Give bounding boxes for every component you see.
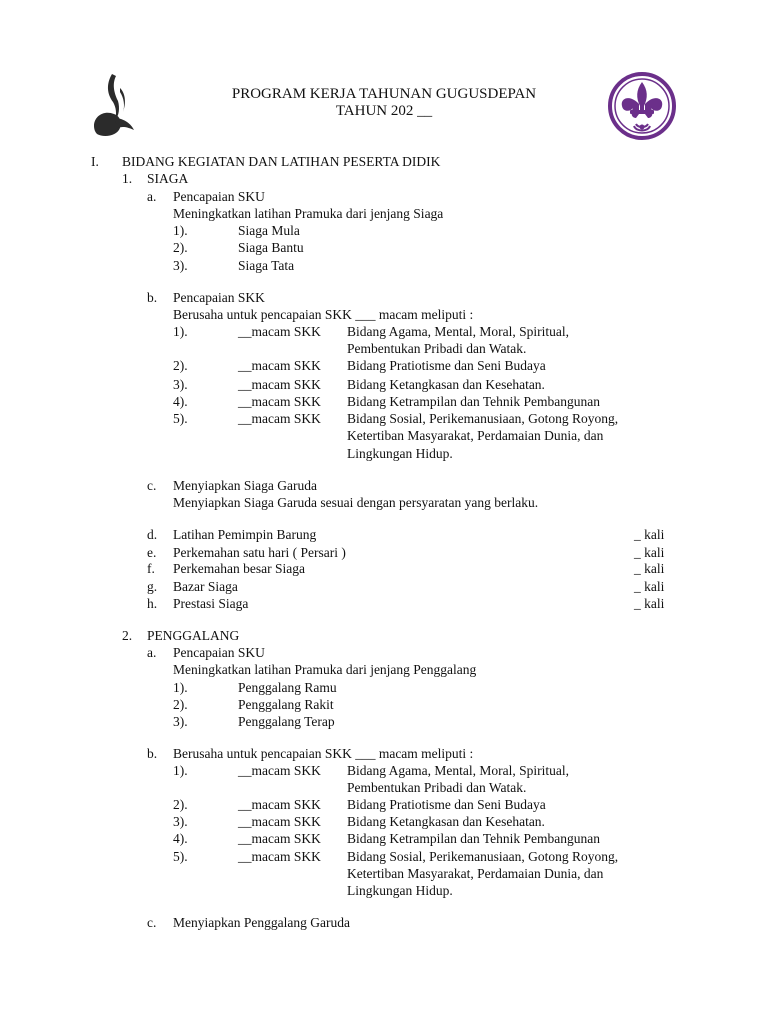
list-num: 3). (173, 814, 188, 829)
list-num: 5). (173, 411, 188, 426)
skk-field: Bidang Ketrampilan dan Tehnik Pembangunan (347, 831, 600, 846)
list-text: Siaga Mula (238, 223, 300, 238)
section-number: I. (91, 154, 99, 169)
skk-field: Pembentukan Pribadi dan Watak. (347, 780, 527, 795)
list-num: 2). (173, 240, 188, 255)
page-title: PROGRAM KERJA TAHUNAN GUGUSDEPAN (231, 86, 537, 102)
list-num: 2). (173, 697, 188, 712)
item-desc: Meningkatkan latihan Pramuka dari jenjang Siaga (173, 206, 444, 221)
item-letter: g. (147, 579, 158, 594)
list-num: 3). (173, 258, 188, 273)
activity-text: Latihan Pemimpin Barung (173, 527, 317, 542)
skk-field: Bidang Ketrampilan dan Tehnik Pembangunan (347, 394, 600, 409)
item-desc: Berusaha untuk pencapaian SKK ___ macam meliputi : (173, 307, 474, 322)
skk-field: Bidang Pratiotisme dan Seni Budaya (347, 358, 546, 373)
subsection-number: 1. (122, 171, 133, 186)
skk-count: __macam SKK (238, 394, 321, 409)
item-title: Pencapaian SKU (173, 645, 265, 660)
item-letter: a. (147, 189, 157, 204)
skk-field: Ketertiban Masyarakat, Perdamaian Dunia, dan (347, 866, 604, 881)
skk-count: __macam SKK (238, 814, 321, 829)
item-letter: d. (147, 527, 158, 542)
list-text: Penggalang Rakit (238, 697, 334, 712)
activity-count: _ kali (634, 596, 665, 611)
skk-field: Bidang Pratiotisme dan Seni Budaya (347, 797, 546, 812)
item-title: Menyiapkan Siaga Garuda (173, 478, 317, 493)
item-letter: c. (147, 478, 157, 493)
list-text: Penggalang Terap (238, 714, 335, 729)
skk-field: Ketertiban Masyarakat, Perdamaian Dunia, dan (347, 428, 604, 443)
item-desc: Menyiapkan Siaga Garuda sesuai dengan persyaratan yang berlaku. (173, 495, 539, 510)
subsection-number: 2. (122, 628, 133, 643)
item-letter: b. (147, 746, 158, 761)
skk-field: Pembentukan Pribadi dan Watak. (347, 341, 527, 356)
section-title: BIDANG KEGIATAN DAN LATIHAN PESERTA DIDIK (122, 154, 441, 169)
list-num: 1). (173, 680, 188, 695)
list-num: 3). (173, 714, 188, 729)
skk-count: __macam SKK (238, 411, 321, 426)
list-num: 2). (173, 358, 188, 373)
page-subtitle: TAHUN 202 __ (335, 103, 433, 119)
list-text: Siaga Bantu (238, 240, 304, 255)
list-text: Siaga Tata (238, 258, 295, 273)
list-num: 4). (173, 831, 188, 846)
skk-field: Bidang Agama, Mental, Moral, Spiritual, (347, 324, 569, 339)
item-letter: h. (147, 596, 158, 611)
list-num: 2). (173, 797, 188, 812)
list-num: 1). (173, 763, 188, 778)
item-title: Pencapaian SKU (173, 189, 265, 204)
activity-count: _ kali (634, 561, 665, 576)
skk-count: __macam SKK (238, 831, 321, 846)
skk-field: Lingkungan Hidup. (347, 883, 453, 898)
activity-count: _ kali (634, 579, 665, 594)
activity-text: Bazar Siaga (173, 579, 238, 594)
item-letter: f. (147, 561, 155, 576)
skk-field: Bidang Agama, Mental, Moral, Spiritual, (347, 763, 569, 778)
activity-count: _ kali (634, 545, 665, 560)
list-num: 1). (173, 324, 188, 339)
item-letter: e. (147, 545, 157, 560)
item-title: Menyiapkan Penggalang Garuda (173, 915, 350, 930)
item-desc: Berusaha untuk pencapaian SKK ___ macam meliputi : (173, 746, 474, 761)
skk-count: __macam SKK (238, 797, 321, 812)
item-letter: a. (147, 645, 157, 660)
item-letter: b. (147, 290, 158, 305)
skk-count: __macam SKK (238, 377, 321, 392)
list-num: 4). (173, 394, 188, 409)
list-text: Penggalang Ramu (238, 680, 337, 695)
skk-field: Bidang Sosial, Perikemanusiaan, Gotong Royong, (347, 849, 619, 864)
activity-text: Perkemahan besar Siaga (173, 561, 305, 576)
item-desc: Meningkatkan latihan Pramuka dari jenjang Penggalang (173, 662, 477, 677)
list-num: 5). (173, 849, 188, 864)
skk-count: __macam SKK (238, 849, 321, 864)
item-title: Pencapaian SKK (173, 290, 265, 305)
list-num: 3). (173, 377, 188, 392)
subsection-title: SIAGA (147, 171, 189, 186)
subsection-title: PENGGALANG (147, 628, 240, 643)
skk-count: __macam SKK (238, 763, 321, 778)
skk-count: __macam SKK (238, 358, 321, 373)
item-letter: c. (147, 915, 157, 930)
skk-field: Lingkungan Hidup. (347, 446, 453, 461)
activity-count: _ kali (634, 527, 665, 542)
activity-text: Perkemahan satu hari ( Persari ) (173, 545, 346, 560)
skk-field: Bidang Ketangkasan dan Kesehatan. (347, 814, 545, 829)
skk-field: Bidang Sosial, Perikemanusiaan, Gotong Royong, (347, 411, 619, 426)
skk-field: Bidang Ketangkasan dan Kesehatan. (347, 377, 545, 392)
activity-text: Prestasi Siaga (173, 596, 249, 611)
skk-count: __macam SKK (238, 324, 321, 339)
list-num: 1). (173, 223, 188, 238)
